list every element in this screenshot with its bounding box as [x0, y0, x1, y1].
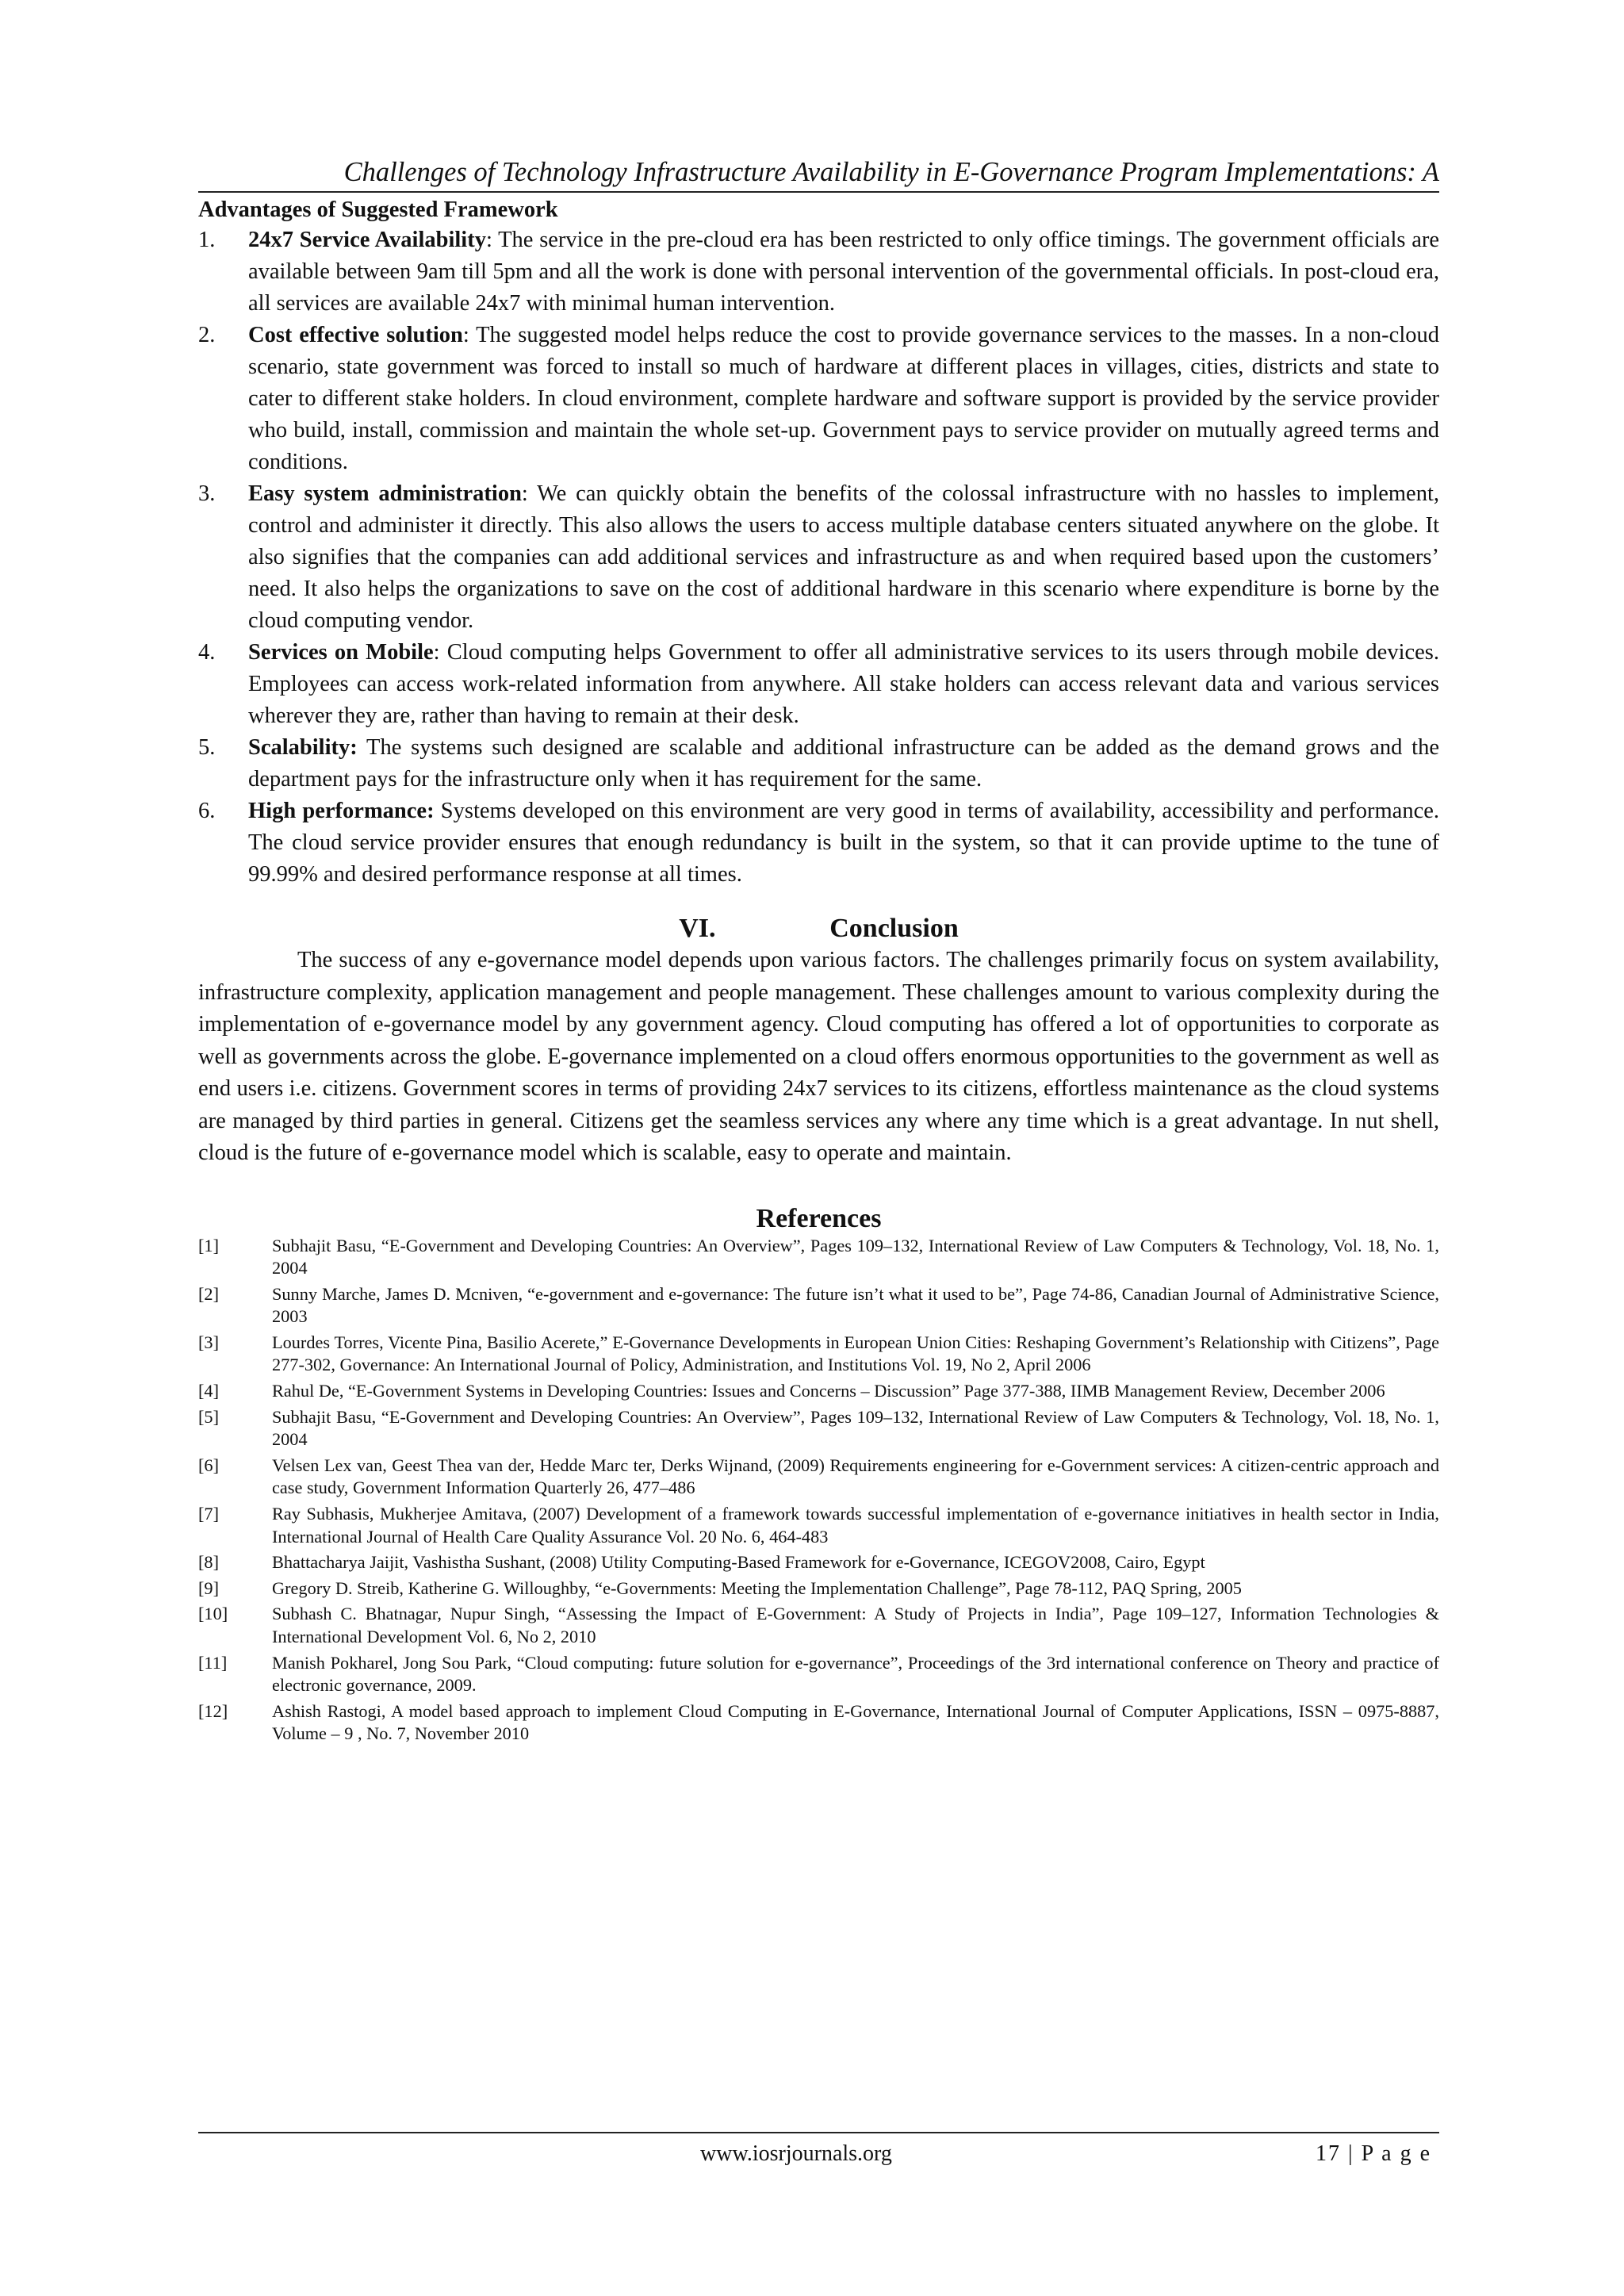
reference-item [198, 1503, 1439, 1548]
advantage-term: High performance: [248, 799, 435, 823]
reference-number: [1] [198, 1235, 219, 1255]
reference-text: Ray Subhasis, Mukherjee Amitava, (2007) Development of a framework towards successful implementation of e-governance initiatives in health sector in India, International Journal of Health Care Quality Assurance Vol. 20 No. 6, 464-483 [272, 1504, 1439, 1547]
advantages-heading: Advantages of Suggested Framework [198, 197, 558, 222]
reference-number: [12] [198, 1700, 228, 1721]
reference-number: [4] [198, 1381, 219, 1401]
advantage-text: The service in the pre-cloud era has been restricted to only office timings. The government officials are available between 9am till 5pm and all the work is done with personal intervention of the governmental officials. In post-cloud era, all services are available 24x7 with minimal human intervention. [248, 228, 1440, 316]
advantage-item [198, 320, 1439, 478]
journal-website: www.iosrjournals.org [700, 2141, 892, 2166]
advantage-item [198, 478, 1439, 637]
reference-number: [8] [198, 1552, 219, 1573]
advantage-item [198, 224, 1439, 320]
reference-number: [10] [198, 1604, 228, 1624]
advantage-term: Services on Mobile [248, 640, 434, 665]
paper-page [198, 155, 1439, 1749]
advantage-number: 5. [198, 735, 216, 760]
reference-item [198, 1603, 1439, 1648]
reference-text: Subhajit Basu, “E-Government and Developing Countries: An Overview”, Pages 109–132, International Review of Law Computers & Technology, Vol. 18, No. 1, 2004 [272, 1235, 1439, 1278]
advantages-list [198, 224, 1439, 891]
reference-item [198, 1577, 1439, 1600]
conclusion-paragraph: The success of any e-governance model depends upon various factors. The challenges primarily focus on system availability, infrastructure complexity, application management and people management. These challenges amount to various complexity during the implementation of e-governance model by any government agency. Cloud computing has offered a lot of opportunities to corporate as well as governments across the globe. E-governance implemented on a cloud offers enormous opportunities to the government as well as end users i.e. citizens. Government scores in terms of providing 24x7 services to its citizens, effortless maintenance as the cloud systems are managed by third parties in general. Citizens get the seamless services any where any time which is a great advantage. In nut shell, cloud is the future of e-governance model which is scalable, easy to operate and maintain. [198, 948, 1439, 1165]
advantage-item [198, 732, 1439, 795]
section-number: VI. [679, 914, 716, 943]
advantage-separator: : [485, 228, 492, 252]
advantage-term: Cost effective solution [248, 323, 463, 347]
reference-number: [9] [198, 1577, 219, 1598]
reference-text: Velsen Lex van, Geest Thea van der, Hedde Marc ter, Derks Wijnand, (2009) Requirements engineering for e-Government services: A citizen-centric approach and case study, Government Information Quarterly 26, 477–486 [272, 1455, 1439, 1498]
references-list [198, 1235, 1439, 1746]
reference-text: Lourdes Torres, Vicente Pina, Basilio Acerete,” E-Governance Developments in European Union Cities: Reshaping Government’s Relationship with Citizens”, Page 277-302, Governance: An International Journal of Policy, Administration, and Institutions Vol. 19, No 2, April 2006 [272, 1332, 1439, 1375]
advantage-text: The systems such designed are scalable and additional infrastructure can be added as the demand grows and the department pays for the infrastructure only when it has requirement for the same. [248, 735, 1439, 792]
advantage-term: 24x7 Service Availability [248, 228, 486, 252]
reference-item [198, 1235, 1439, 1280]
reference-item [198, 1652, 1439, 1697]
page-footer [198, 2132, 1439, 2181]
reference-item [198, 1551, 1439, 1574]
advantage-item [198, 795, 1439, 891]
reference-text: Bhattacharya Jaijit, Vashistha Sushant, (2008) Utility Computing-Based Framework for e-Governance, ICEGOV2008, Cairo, Egypt [272, 1552, 1205, 1573]
advantage-number: 4. [198, 640, 216, 665]
reference-text: Sunny Marche, James D. Mcniven, “e-government and e-governance: The future isn’t what it used to be”, Page 74-86, Canadian Journal of Administrative Science, 2003 [272, 1283, 1439, 1327]
reference-number: [2] [198, 1283, 219, 1304]
reference-item [198, 1332, 1439, 1377]
advantage-text: The suggested model helps reduce the cost to provide governance services to the masses. In a non-cloud scenario, state government was forced to install so much of hardware at different places in villages, cities, districts and state to cater to different stake holders. In cloud environment, complete hardware and software support is provided by the service provider who build, install, commission and maintain the whole set-up. Government pays to service provider on mutually agreed terms and conditions. [248, 323, 1439, 474]
advantage-term: Easy system administration [248, 481, 522, 506]
advantage-item [198, 637, 1439, 732]
advantage-number: 3. [198, 481, 216, 506]
reference-text: Gregory D. Streib, Katherine G. Willoughby, “e-Governments: Meeting the Implementation Challenge”, Page 78-112, PAQ Spring, 2005 [272, 1577, 1242, 1598]
advantage-separator: : [521, 481, 528, 506]
reference-number: [3] [198, 1332, 219, 1352]
reference-item [198, 1283, 1439, 1328]
reference-item [198, 1406, 1439, 1451]
reference-number: [7] [198, 1504, 219, 1524]
reference-item [198, 1380, 1439, 1403]
advantage-separator: : [433, 640, 440, 665]
advantage-number: 2. [198, 323, 216, 347]
reference-text: Manish Pokharel, Jong Sou Park, “Cloud computing: future solution for e-governance”, Proceedings of the 3rd international conference on Theory and practice of electronic governance, 2009. [272, 1652, 1439, 1696]
reference-text: Rahul De, “E-Government Systems in Developing Countries: Issues and Concerns – Discussion” Page 377-388, IIMB Management Review, December 2006 [272, 1381, 1385, 1401]
reference-number: [6] [198, 1455, 219, 1475]
advantage-separator: : [462, 323, 469, 347]
running-title: Challenges of Technology Infrastructure Availability in E-Governance Program Implementations: A [198, 155, 1439, 193]
page-number: 17 | P a g e [1316, 2141, 1431, 2166]
advantage-term: Scalability: [248, 735, 358, 760]
reference-text: Subhajit Basu, “E-Government and Developing Countries: An Overview”, Pages 109–132, International Review of Law Computers & Technology, Vol. 18, No. 1, 2004 [272, 1406, 1439, 1450]
advantage-text: Cloud computing helps Government to offer all administrative services to its users through mobile devices. Employees can access work-related information from anywhere. All stake holders can access relevant data and various services wherever they are, rather than having to remain at their desk. [248, 640, 1439, 728]
advantage-text: Systems developed on this environment are very good in terms of availability, accessibility and performance. The cloud service provider ensures that enough redundancy is built in the system, so that it can provide uptime to the tune of 99.99% and desired performance response at all times. [248, 799, 1439, 887]
reference-text: Subhash C. Bhatnagar, Nupur Singh, “Assessing the Impact of E-Government: A Study of Projects in India”, Page 109–127, Information Technologies & International Development Vol. 6, No 2, 2010 [272, 1604, 1439, 1646]
advantage-number: 6. [198, 799, 216, 823]
reference-item [198, 1455, 1439, 1500]
section-title: Conclusion [829, 914, 959, 943]
reference-text: Ashish Rastogi, A model based approach to implement Cloud Computing in E-Governance, International Journal of Computer Applications, ISSN – 0975-8887, Volume – 9 , No. 7, November 2010 [272, 1700, 1439, 1744]
reference-number: [11] [198, 1652, 228, 1673]
reference-item [198, 1700, 1439, 1746]
advantage-text: We can quickly obtain the benefits of the colossal infrastructure with no hassles to implement, control and administer it directly. This also allows the users to access multiple database centers situated anywhere on the globe. It also signifies that the companies can add additional services and infrastructure as and when required based upon the customers’ need. It also helps the organizations to save on the cost of additional hardware in this scenario where expenditure is borne by the cloud computing vendor. [248, 481, 1439, 633]
conclusion-heading [198, 913, 1439, 945]
references-heading: References [756, 1203, 882, 1233]
reference-number: [5] [198, 1406, 219, 1427]
advantage-number: 1. [198, 228, 216, 252]
